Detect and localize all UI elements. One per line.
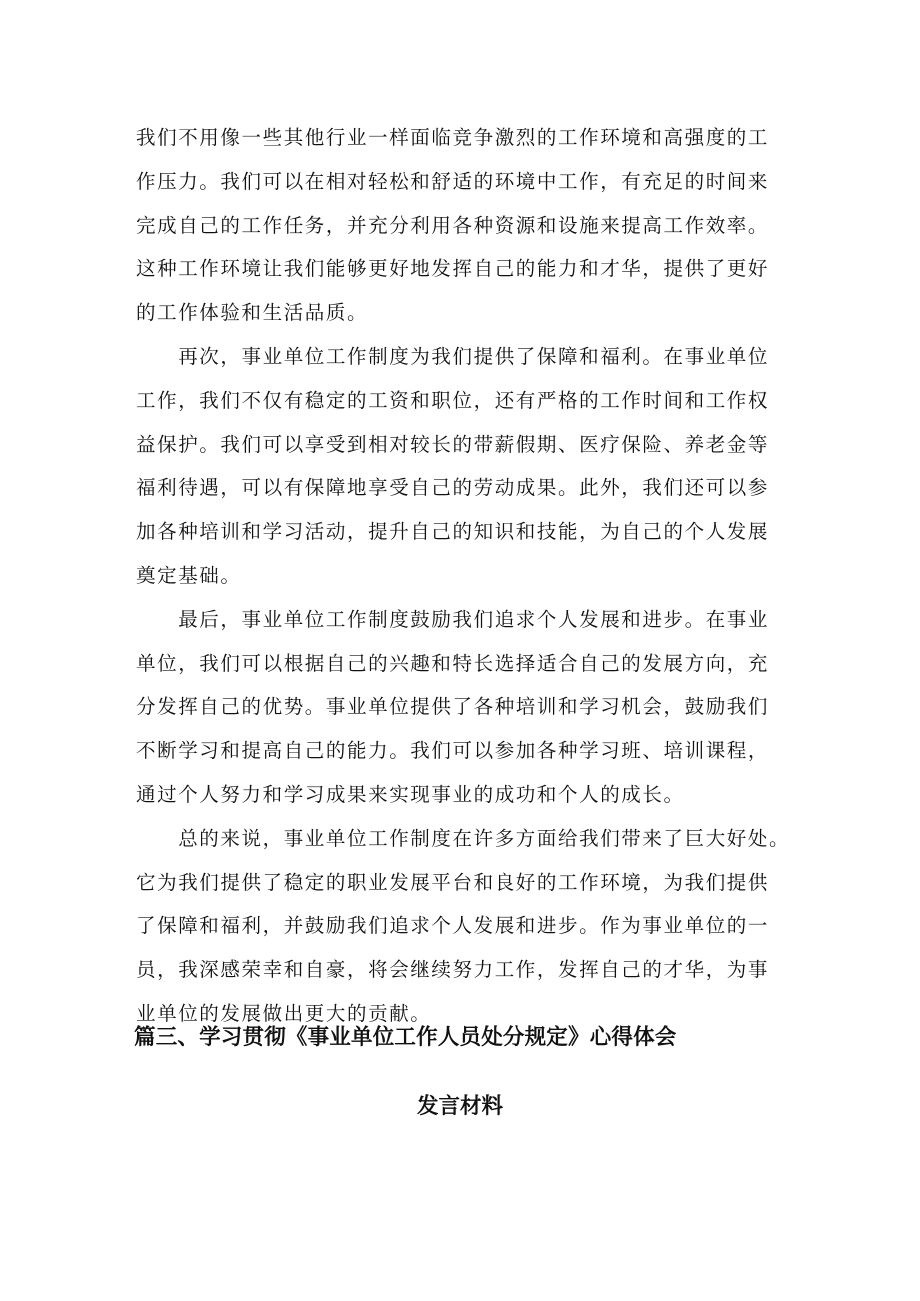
text-line: 的工作体验和生活品质。 xyxy=(136,301,369,325)
text-line: 再次，事业单位工作制度为我们提供了保障和福利。在事业单位 xyxy=(136,344,770,368)
text-line: 分发挥自己的优势。事业单位提供了各种培训和学习机会，鼓励我们 xyxy=(136,695,770,719)
section-heading: 篇三、学习贯彻《事业单位工作人员处分规定》心得体会 xyxy=(134,1025,677,1050)
text-line: 员，我深感荣幸和自豪，将会继续努力工作，发挥自己的才华，为事 xyxy=(136,958,770,982)
text-line: 不断学习和提高自己的能力。我们可以参加各种学习班、培训课程， xyxy=(136,739,770,763)
section-subheading: 发言材料 xyxy=(416,1094,503,1119)
text-line: 益保护。我们可以享受到相对较长的带薪假期、医疗保险、养老金等 xyxy=(136,432,770,456)
text-line: 通过个人努力和学习成果来实现事业的成功和个人的成长。 xyxy=(136,782,685,806)
paragraph-4 xyxy=(136,817,796,1036)
text-line: 奠定基础。 xyxy=(136,563,242,587)
paragraph-1 xyxy=(136,116,796,335)
paragraph-3 xyxy=(136,598,796,817)
text-line: 最后，事业单位工作制度鼓励我们追求个人发展和进步。在事业 xyxy=(136,607,770,631)
text-line: 我们不用像一些其他行业一样面临竞争激烈的工作环境和高强度的工 xyxy=(136,126,770,149)
text-line: 总的来说，事业单位工作制度在许多方面给我们带来了巨大好处。 xyxy=(136,826,791,850)
text-line: 完成自己的工作任务，并充分利用各种资源和设施来提高工作效率。 xyxy=(136,213,770,237)
text-line: 它为我们提供了稳定的职业发展平台和良好的工作环境，为我们提供 xyxy=(136,870,770,894)
text-line: 这种工作环境让我们能够更好地发挥自己的能力和才华，提供了更好 xyxy=(136,257,770,281)
text-line: 单位，我们可以根据自己的兴趣和特长选择适合自己的发展方向，充 xyxy=(136,651,770,675)
text-line: 福利待遇，可以有保障地享受自己的劳动成果。此外，我们还可以参 xyxy=(136,476,770,500)
text-line: 了保障和福利，并鼓励我们追求个人发展和进步。作为事业单位的一 xyxy=(136,914,770,938)
text-line: 工作，我们不仅有稳定的工资和职位，还有严格的工作时间和工作权 xyxy=(136,388,770,412)
paragraph-2 xyxy=(136,335,796,598)
body-text xyxy=(136,116,796,1036)
text-line: 作压力。我们可以在相对轻松和舒适的环境中工作，有充足的时间来 xyxy=(136,169,770,193)
text-line: 业单位的发展做出更大的贡献。 xyxy=(136,1001,432,1025)
text-line: 加各种培训和学习活动，提升自己的知识和技能，为自己的个人发展 xyxy=(136,520,770,544)
